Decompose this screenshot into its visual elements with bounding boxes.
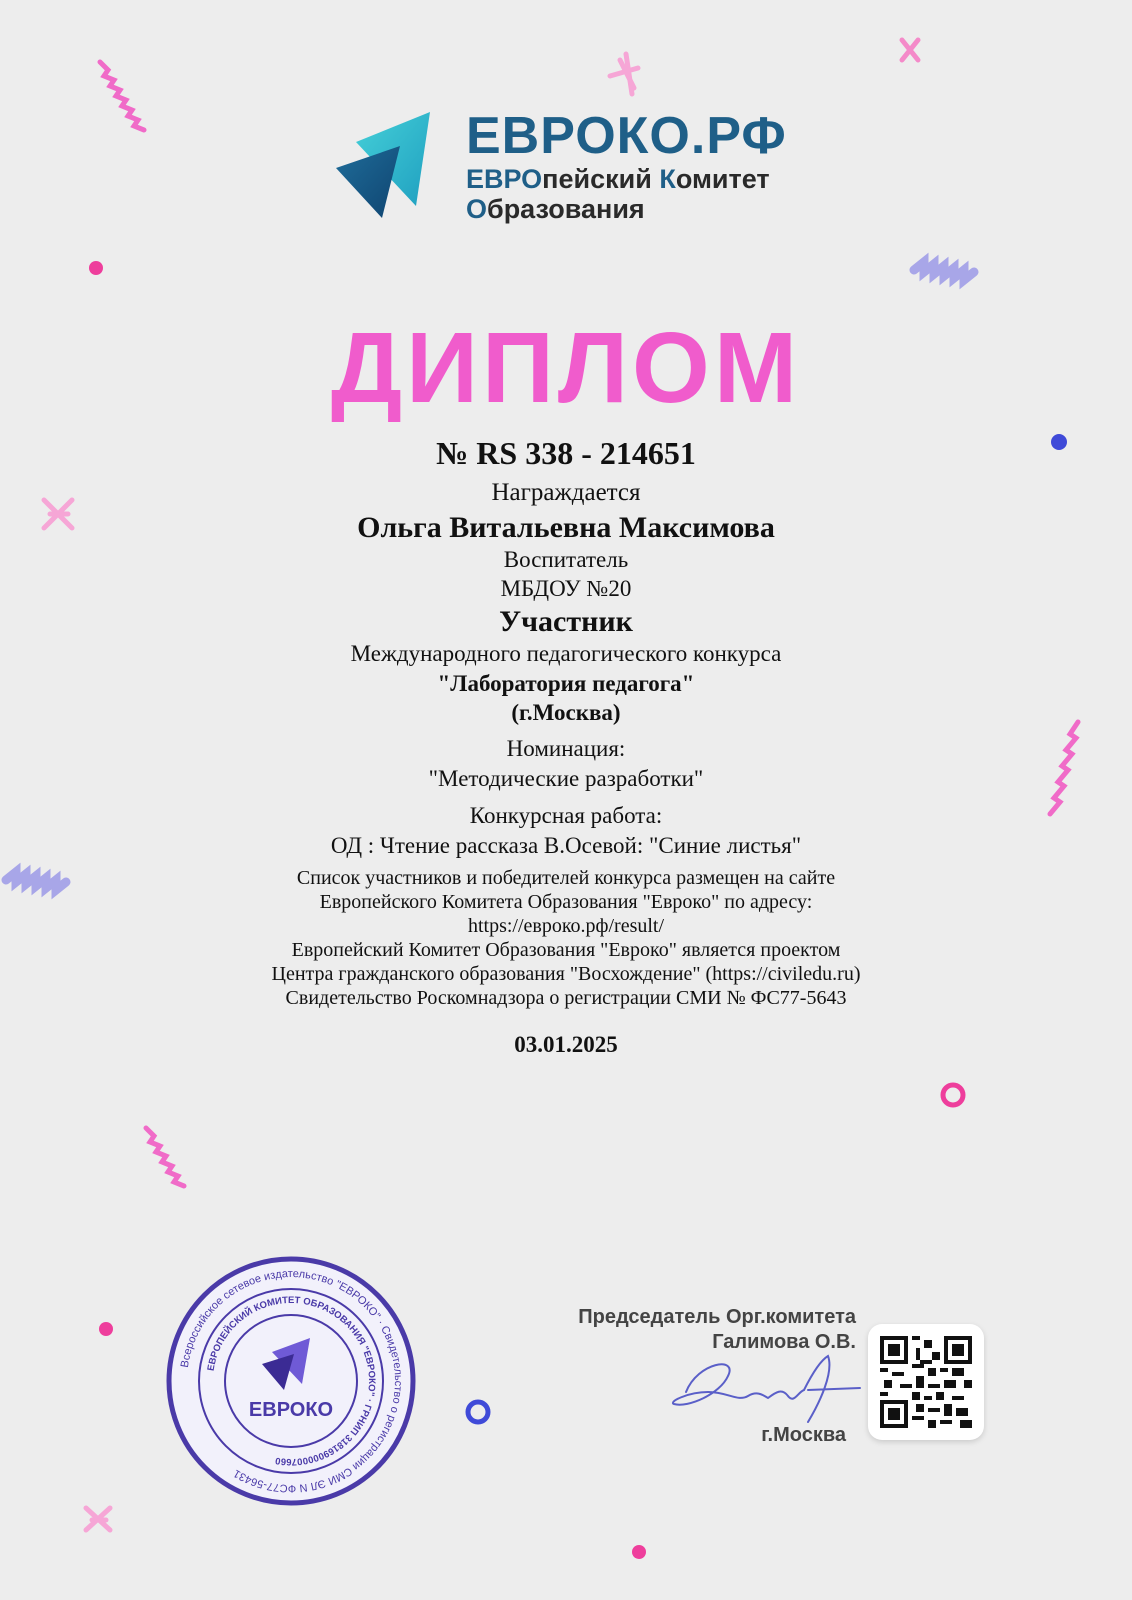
qr-code[interactable] xyxy=(868,1324,984,1440)
logo-sub-hl: К xyxy=(659,164,676,194)
info-line: Свидетельство Роскомнадзора о регистрации СМИ № ФС77-5643 xyxy=(285,987,847,1009)
info-line: Список участников и победителей конкурса размещен на сайте xyxy=(296,867,836,889)
logo-subtitle-line1 xyxy=(466,164,770,194)
logo-sub-hl: ЕВРО xyxy=(466,164,543,194)
qr-code-icon xyxy=(880,1336,972,1428)
recipient-position: Воспитатель xyxy=(503,547,629,572)
pink-squiggle-top-left xyxy=(100,62,144,130)
contest-city: (г.Москва) xyxy=(511,700,621,725)
pink-spark-top xyxy=(610,54,638,94)
issue-date: 03.01.2025 xyxy=(514,1032,618,1057)
info-line: Центра гражданского образования "Восхождение" (https://civiledu.ru) xyxy=(271,963,861,985)
logo-sub-text: бразования xyxy=(487,194,645,224)
purple-squiggle-right xyxy=(914,262,974,280)
participation-status: Участник xyxy=(499,605,633,638)
logo-sub-hl: О xyxy=(466,194,488,224)
stamp-outer-text: Всероссийское сетевое издательство "ЕВРОКО" · Свидетельство о регистрации СМИ ЭЛ N ФС77-56431 xyxy=(178,1267,405,1495)
work-title: ОД : Чтение рассказа В.Осевой: "Синие листья" xyxy=(330,833,802,858)
signature-city: г.Москва xyxy=(761,1424,846,1446)
work-label: Конкурсная работа: xyxy=(469,803,663,828)
nomination-value: "Методические разработки" xyxy=(428,766,704,791)
pink-squiggle-lower-left xyxy=(146,1128,184,1186)
logo-sub-text: омитет xyxy=(675,164,770,194)
info-line: Европейского Комитета Образования "Евроко" по адресу: xyxy=(319,891,813,913)
info-url: https://евроко.рф/result/ xyxy=(467,915,665,937)
pink-spark-bottom-left xyxy=(86,1508,110,1530)
stamp-inner-text: ЕВРОПЕЙСКИЙ КОМИТЕТ ОБРАЗОВАНИЯ "ЕВРОКО" · ГРНИП 318169000007660 xyxy=(205,1294,378,1468)
pink-dot xyxy=(89,261,103,275)
stamp-center-label: ЕВРОКО xyxy=(248,1399,334,1421)
pink-spark-top-right xyxy=(902,40,918,60)
blue-ring xyxy=(468,1402,488,1422)
logo-title: ЕВРОКО.РФ xyxy=(466,107,787,165)
pink-ring xyxy=(943,1085,963,1105)
logo-triangle-icon xyxy=(336,112,440,222)
recipient-organization: МБДОУ №20 xyxy=(500,576,632,601)
contest-name: "Лаборатория педагога" xyxy=(437,671,695,696)
contest-type: Международного педагогического конкурса xyxy=(350,641,782,666)
logo-sub-text: пейский xyxy=(542,164,660,194)
chairman-role: Председатель Орг.комитета xyxy=(578,1306,856,1328)
handwritten-signature xyxy=(668,1352,868,1432)
official-stamp xyxy=(166,1256,416,1506)
awarded-label: Награждается xyxy=(491,479,641,506)
nomination-label: Номинация: xyxy=(506,736,626,761)
pink-dot xyxy=(632,1545,646,1559)
brand-logo xyxy=(336,108,806,228)
diploma-number: № RS 338 - 214651 xyxy=(436,435,696,471)
diploma-title: ДИПЛОМ xyxy=(330,312,802,424)
chairman-name: Галимова О.В. xyxy=(712,1331,856,1353)
logo-subtitle-line2 xyxy=(466,194,645,224)
recipient-name: Ольга Витальевна Максимова xyxy=(357,511,775,544)
info-line: Европейский Комитет Образования "Евроко" является проектом xyxy=(291,939,841,961)
pink-dot xyxy=(99,1322,113,1336)
